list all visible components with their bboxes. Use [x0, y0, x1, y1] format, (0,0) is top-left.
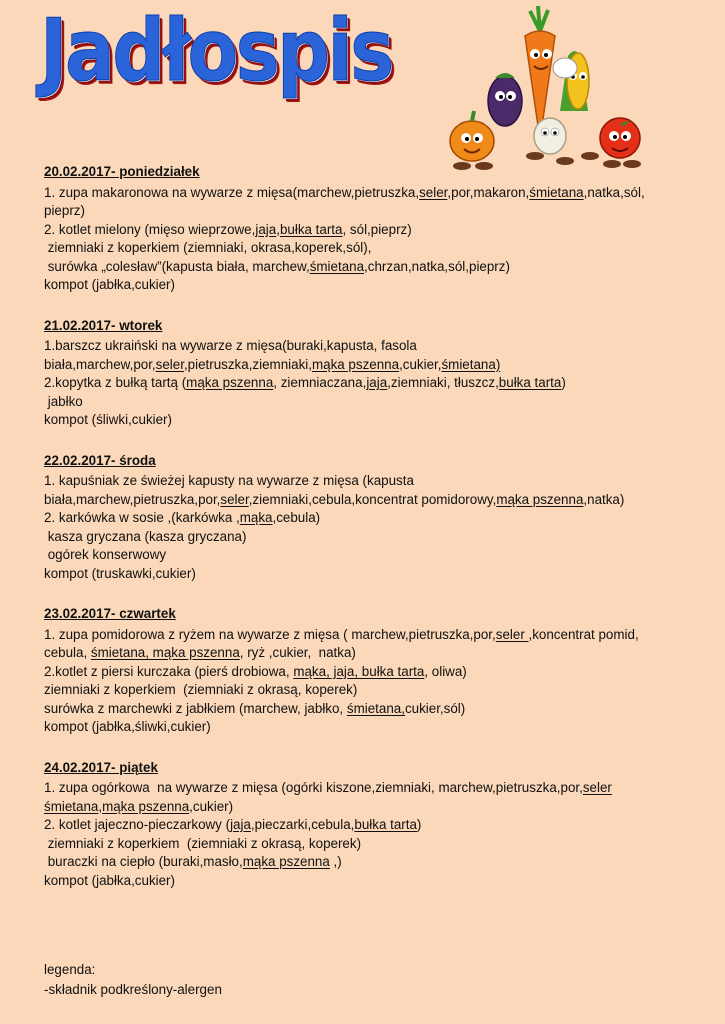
menu-text: ): [561, 375, 566, 390]
menu-line: [44, 239, 694, 258]
menu-text: ,cebula): [272, 510, 321, 525]
menu-text: ,: [98, 798, 103, 814]
menu-text: 1.barszcz ukraiński na wywarze z mięsa(buraki,kapusta, fasola: [44, 338, 417, 353]
allergen-ingredient: mąka pszenna: [102, 798, 190, 814]
menu-line: [44, 779, 694, 798]
allergen-ingredient: bułka tarta: [279, 221, 343, 237]
day-section: [44, 163, 694, 295]
menu-line: [44, 221, 694, 240]
allergen-ingredient: śmietana: [44, 798, 99, 814]
menu-line: [44, 816, 694, 835]
pumpkin-icon: [450, 111, 494, 161]
menu-line: [44, 546, 694, 565]
allergen-ingredient: seler: [155, 356, 184, 372]
menu-line: [44, 356, 694, 375]
menu-text: ,natka): [583, 491, 625, 507]
day-heading: 24.02.2017- piątek: [44, 759, 158, 775]
menu-line: [44, 835, 694, 854]
day-heading: 23.02.2017- czwartek: [44, 606, 176, 621]
menu-text: cebula,: [44, 645, 91, 660]
allergen-ingredient: śmietana: [529, 184, 584, 200]
allergen-ingredient: seler: [419, 184, 448, 200]
menu-text: cukier,sól): [404, 700, 466, 716]
day-section: [44, 452, 694, 584]
menu-text: ,chrzan,natka,sól,pieprz): [364, 258, 510, 274]
menu-text: kompot (śliwki,cukier): [44, 412, 172, 427]
allergen-ingredient: jaja: [366, 375, 388, 390]
menu-text: 1. zupa makaronowa na wywarze z mięsa(marchew,pietruszka,: [44, 184, 420, 200]
menu-content: [44, 163, 694, 912]
day-heading: 20.02.2017- poniedziałek: [44, 164, 200, 179]
menu-text: , ryż ,cukier, natka): [239, 645, 356, 660]
menu-text: , sól,pieprz): [342, 221, 412, 237]
menu-text: kompot (jabłka,śliwki,cukier): [44, 719, 211, 734]
menu-text: ,cukier): [189, 798, 234, 814]
menu-line: [44, 700, 694, 719]
menu-text: kompot (truskawki,cukier): [44, 565, 196, 581]
allergen-ingredient: mąka: [239, 510, 273, 525]
menu-text: 1. kapuśniak ze świeżej kapusty na wywarze z mięsa (kapusta: [44, 473, 414, 488]
menu-text: , oliwa): [424, 663, 467, 679]
menu-text: ,cukier,: [399, 356, 442, 372]
menu-line: [44, 276, 694, 295]
menu-line: [44, 184, 694, 203]
menu-text: ,natka,sól,: [583, 184, 645, 200]
day-heading: 22.02.2017- środa: [44, 452, 156, 468]
menu-line: [44, 393, 694, 412]
menu-line: [44, 258, 694, 277]
menu-text: kompot (jabłka,cukier): [44, 872, 175, 888]
allergen-ingredient: jaja: [255, 221, 277, 237]
day-section: [44, 317, 694, 430]
menu-line: [44, 798, 694, 817]
menu-line: [44, 565, 694, 584]
menu-text: 2.kopytka z bułką tartą (: [44, 375, 187, 390]
menu-line: [44, 853, 694, 872]
menu-text: ziemniaki z koperkiem (ziemniaki z okrasą, koperek): [44, 682, 358, 697]
menu-text: ziemniaki z koperkiem (ziemniaki, okrasa,koperek,sól),: [44, 240, 372, 255]
menu-text: pieprz): [44, 203, 85, 218]
day-section: [44, 605, 694, 737]
menu-text: ,koncentrat pomid,: [528, 626, 639, 642]
allergen-ingredient: seler: [582, 780, 612, 795]
menu-text: 2.kotlet z piersi kurczaka (pierś drobiowa,: [44, 663, 294, 679]
eggplant-icon: [488, 73, 522, 126]
allergen-ingredient: mąka pszenna: [242, 854, 330, 869]
allergen-ingredient: mąka pszenna: [186, 375, 274, 390]
menu-line: [44, 411, 694, 430]
menu-text: ,ziemniaki,cebula,koncentrat pomidorowy,: [248, 491, 497, 507]
day-section: [44, 759, 694, 891]
menu-line: [44, 872, 694, 891]
allergen-ingredient: śmietana,: [346, 700, 405, 716]
menu-text: buraczki na ciepło (buraki,masło,: [44, 854, 243, 869]
allergen-ingredient: śmietana: [309, 258, 365, 274]
allergen-ingredient: bułka tarta: [354, 817, 417, 832]
menu-text: jabłko: [44, 393, 83, 409]
menu-line: [44, 509, 694, 528]
menu-line: [44, 374, 694, 393]
menu-text: , ziemniaczana,: [273, 375, 367, 390]
menu-text: kasza gryczana (kasza gryczana): [44, 528, 247, 544]
menu-text: ,): [329, 854, 342, 869]
allergen-ingredient: śmietana, mąka pszenna: [90, 645, 240, 660]
menu-text: 2. kotlet jajeczno-pieczarkowy (: [44, 817, 231, 832]
menu-text: ): [416, 817, 422, 832]
menu-text: biała,marchew,pietruszka,por,: [44, 491, 221, 507]
menu-text: ,: [276, 221, 280, 237]
menu-text: ziemniaki z koperkiem (ziemniaki z okrasą, koperek): [44, 835, 362, 851]
menu-text: kompot (jabłka,cukier): [44, 277, 175, 292]
menu-text: biała,marchew,por,: [44, 356, 156, 372]
menu-text: surówka z marchewki z jabłkiem (marchew, jabłko,: [44, 700, 347, 716]
menu-line: [44, 491, 694, 510]
menu-line: [44, 528, 694, 547]
allergen-ingredient: bułka tarta: [498, 375, 562, 390]
allergen-ingredient: seler: [495, 626, 529, 642]
allergen-ingredient: mąka pszenna: [496, 491, 584, 507]
menu-line: [44, 663, 694, 682]
menu-line: [44, 472, 694, 491]
menu-text: 2. kotlet mielony (mięso wieprzowe,: [44, 221, 256, 237]
day-heading: 21.02.2017- wtorek: [44, 317, 163, 333]
legend-text: -składnik podkreślony-alergen: [44, 982, 222, 997]
vegetables-illustration: [440, 6, 650, 181]
menu-line: [44, 626, 694, 645]
menu-text: 1. zupa ogórkowa na wywarze z mięsa (ogórki kiszone,ziemniaki, marchew,pietruszka,por,: [44, 780, 583, 795]
allergen-ingredient: śmietana): [441, 356, 501, 372]
menu-text: 2. karkówka w sosie ,(karkówka ,: [44, 510, 240, 525]
menu-line: [44, 718, 694, 737]
allergen-ingredient: jaja: [230, 817, 251, 832]
allergen-ingredient: seler: [220, 491, 249, 507]
allergen-ingredient: mąka pszenna: [311, 356, 400, 372]
allergen-ingredient: mąka, jaja, bułka tarta: [293, 663, 425, 679]
legend-title: legenda:: [44, 962, 96, 977]
menu-text: ogórek konserwowy: [44, 547, 167, 562]
legend: [44, 960, 222, 1000]
menu-text: ,pietruszka,ziemniaki,: [183, 356, 312, 372]
menu-text: surówka „colesław”(kapusta biała, marchew,: [44, 258, 310, 274]
menu-line: [44, 202, 694, 221]
tomato-icon: [600, 118, 640, 158]
carrot-icon: [525, 6, 555, 129]
menu-text: ,por,makaron,: [447, 184, 530, 200]
menu-text: ,pieczarki,cebula,: [250, 817, 355, 832]
menu-line: [44, 337, 694, 356]
menu-line: [44, 681, 694, 700]
menu-text: ,ziemniaki, tłuszcz,: [387, 375, 499, 390]
menu-text: 1. zupa pomidorowa z ryżem na wywarze z mięsa ( marchew,pietruszka,por,: [44, 626, 496, 642]
page-title: Jadłospis: [40, 1, 392, 101]
menu-line: [44, 644, 694, 663]
